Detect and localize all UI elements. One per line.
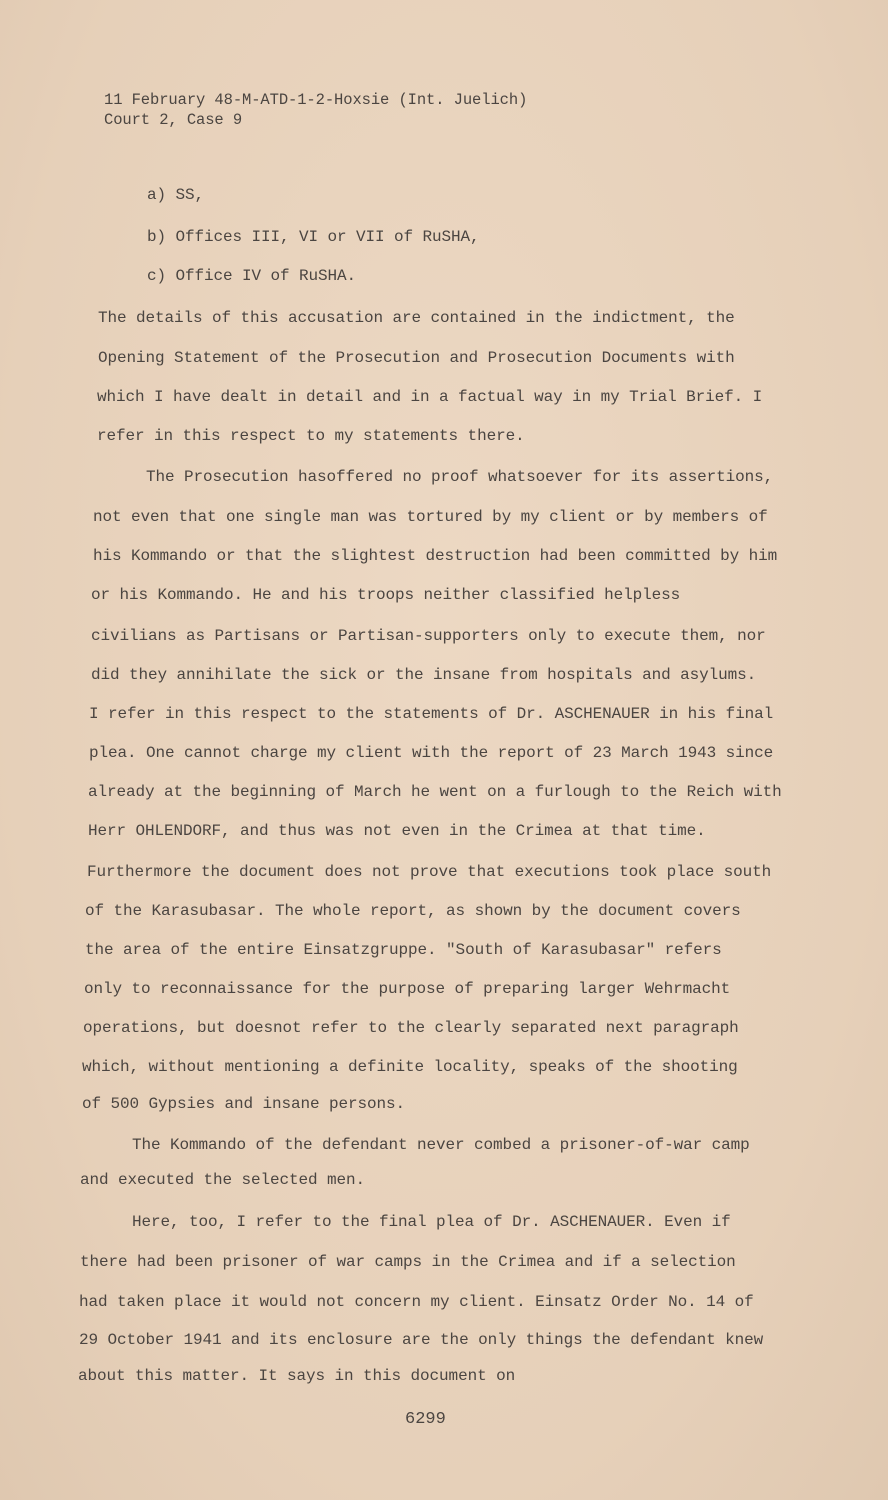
- body-line: Here, too, I refer to the final plea of Dr. ASCHENAUER. Even if: [132, 1213, 731, 1231]
- body-line: which, without mentioning a definite locality, speaks of the shooting: [82, 1058, 738, 1076]
- body-line: 29 October 1941 and its enclosure are the only things the defendant knew: [79, 1331, 764, 1349]
- body-line: refer in this respect to my statements there.: [97, 427, 525, 445]
- body-line: operations, but doesnot refer to the clearly separated next paragraph: [83, 1019, 739, 1037]
- body-line: I refer in this respect to the statements of Dr. ASCHENAUER in his final: [89, 705, 774, 723]
- body-line: there had been prisoner of war camps in the Crimea and if a selection: [80, 1253, 736, 1271]
- body-line: of 500 Gypsies and insane persons.: [82, 1095, 406, 1113]
- body-line: the area of the entire Einsatzgruppe. "South of Karasubasar" refers: [85, 941, 722, 959]
- body-line: plea. One cannot charge my client with the report of 23 March 1943 since: [89, 744, 774, 762]
- body-line: about this matter. It says in this document on: [78, 1367, 516, 1385]
- list-item: c) Office IV of RuSHA.: [147, 267, 357, 285]
- body-line: his Kommando or that the slightest destruction had been committed by him: [93, 547, 778, 565]
- header-line-court-case: Court 2, Case 9: [104, 111, 243, 129]
- body-line: of the Karasubasar. The whole report, as shown by the document covers: [85, 902, 741, 920]
- body-line: The Kommando of the defendant never combed a prisoner-of-war camp: [132, 1136, 750, 1154]
- body-line: The details of this accusation are contained in the indictment, the: [98, 309, 735, 327]
- body-line: The Prosecution hasoffered no proof whatsoever for its assertions,: [146, 468, 774, 486]
- body-line: and executed the selected men.: [80, 1171, 366, 1189]
- body-line: Herr OHLENDORF, and thus was not even in the Crimea at that time.: [88, 822, 706, 840]
- body-line: Furthermore the document does not prove that executions took place south: [87, 863, 772, 881]
- body-line: which I have dealt in detail and in a factual way in my Trial Brief. I: [97, 388, 763, 406]
- body-line: Opening Statement of the Prosecution and Prosecution Documents with: [98, 349, 735, 367]
- body-line: had taken place it would not concern my client. Einsatz Order No. 14 of: [79, 1293, 754, 1311]
- body-line: did they annihilate the sick or the insane from hospitals and asylums.: [91, 666, 757, 684]
- body-line: already at the beginning of March he went on a furlough to the Reich with: [88, 783, 782, 801]
- body-line: or his Kommando. He and his troops neither classified helpless: [91, 586, 681, 604]
- list-item: a) SS,: [147, 186, 205, 204]
- body-line: not even that one single man was tortured by my client or by members of: [93, 508, 768, 526]
- page-number: 6299: [405, 1410, 446, 1429]
- list-item: b) Offices III, VI or VII of RuSHA,: [147, 228, 480, 246]
- body-line: only to reconnaissance for the purpose of preparing larger Wehrmacht: [84, 980, 731, 998]
- header-line-date-ref: 11 February 48-M-ATD-1-2-Hoxsie (Int. Juelich): [104, 91, 528, 109]
- body-line: civilians as Partisans or Partisan-supporters only to execute them, nor: [91, 627, 766, 645]
